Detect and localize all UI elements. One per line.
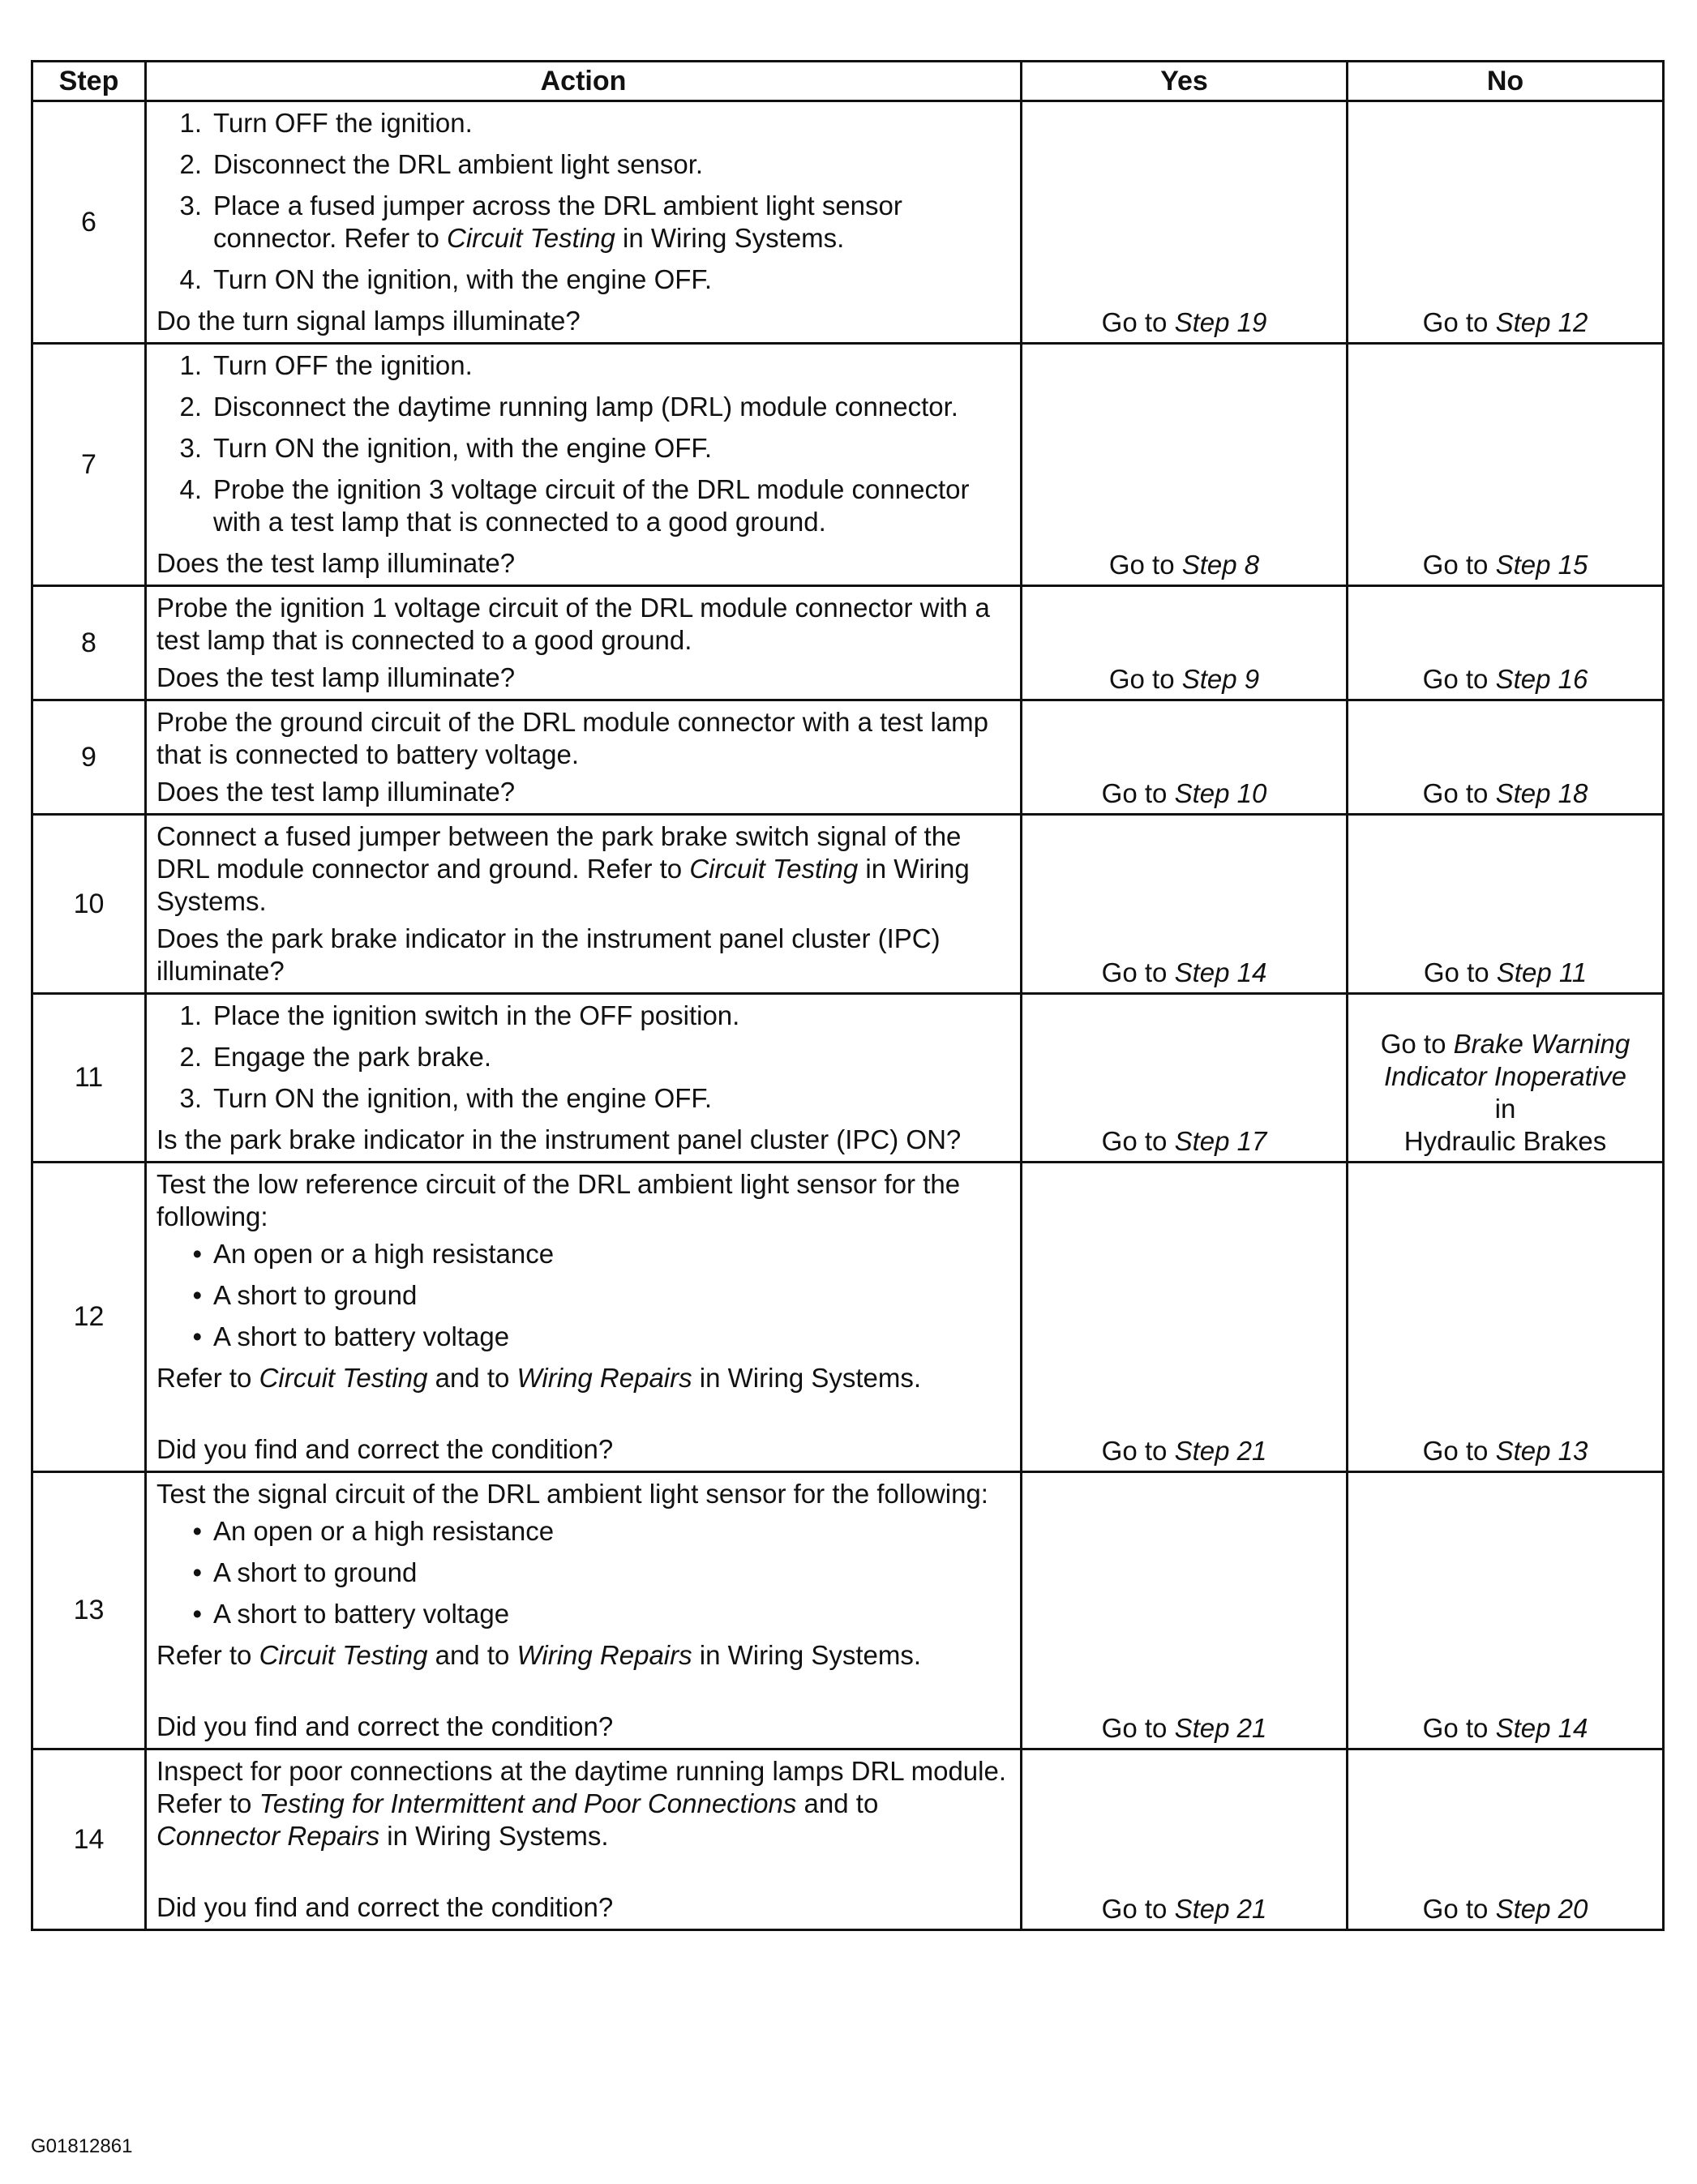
question-text: Is the park brake indicator in the instrument panel cluster (IPC) ON?	[156, 1124, 962, 1154]
list-item	[156, 190, 1009, 255]
italic-reference: Step 17	[1174, 1126, 1267, 1156]
yes-result	[1022, 1163, 1348, 1472]
list-item	[156, 107, 1009, 139]
action-paragraph	[156, 1639, 1009, 1672]
bullet-icon: •	[192, 1280, 202, 1310]
list-number: 3.	[179, 1083, 202, 1113]
step-number: 14	[32, 1749, 146, 1930]
bullet-item	[156, 1598, 1009, 1630]
question-text: Does the park brake indicator in the instrument panel cluster (IPC) illuminate?	[156, 923, 941, 986]
text-run: Turn ON the ignition, with the engine OFF.	[213, 264, 713, 294]
action-paragraph	[156, 1362, 1009, 1394]
bullet-item	[156, 1321, 1009, 1353]
yes-result	[1022, 815, 1348, 994]
list-item-text	[213, 148, 1009, 181]
text-run: Turn ON the ignition, with the engine OFF.	[213, 1083, 713, 1113]
list-item	[156, 391, 1009, 423]
italic-reference: Step 19	[1174, 307, 1267, 337]
text-run: in Wiring Systems.	[156, 854, 970, 916]
column-header-yes: Yes	[1022, 62, 1348, 101]
bullet-icon: •	[192, 1557, 202, 1587]
text-run: Go to	[1101, 778, 1175, 808]
bullet-icon: •	[192, 1321, 202, 1351]
list-item-text	[213, 107, 1009, 139]
italic-reference: Circuit Testing	[447, 223, 615, 253]
action-cell	[146, 101, 1022, 344]
text-run: in Wiring Systems.	[692, 1640, 922, 1670]
text-run: Go to	[1422, 1436, 1496, 1466]
italic-reference: Step 15	[1495, 550, 1588, 580]
text-run: Go to	[1101, 1126, 1175, 1156]
text-run: Go to	[1108, 664, 1182, 694]
bullet-icon: •	[192, 1516, 202, 1546]
list-number: 1.	[179, 108, 202, 138]
step-number: 11	[32, 994, 146, 1163]
bullet-text	[213, 1238, 1009, 1270]
no-result	[1348, 1163, 1664, 1472]
table-body	[32, 101, 1664, 1930]
no-result	[1348, 700, 1664, 815]
text-run: and to	[427, 1640, 517, 1670]
text-run: in Wiring Systems.	[615, 223, 845, 253]
list-number: 1.	[179, 350, 202, 380]
table-row	[32, 1749, 1664, 1930]
column-header-step: Step	[32, 62, 146, 101]
no-result-line	[1355, 1093, 1656, 1125]
text-run: Go to	[1101, 1436, 1175, 1466]
list-item-text	[213, 391, 1009, 423]
bullet-item	[156, 1279, 1009, 1312]
yes-result	[1022, 101, 1348, 344]
action-cell	[146, 815, 1022, 994]
text-run: and to	[427, 1363, 517, 1393]
italic-reference: Circuit Testing	[259, 1363, 428, 1393]
text-run: Test the signal circuit of the DRL ambient light sensor for the following:	[156, 1479, 988, 1509]
bullet-item	[156, 1557, 1009, 1589]
bullet-text	[213, 1557, 1009, 1589]
list-item-text	[213, 1082, 1009, 1115]
step-number: 9	[32, 700, 146, 815]
action-cell	[146, 586, 1022, 700]
text-run: An open or a high resistance	[213, 1516, 555, 1546]
list-item	[156, 1082, 1009, 1115]
list-item-text	[213, 263, 1009, 296]
no-result-line	[1355, 1028, 1656, 1060]
no-result-line	[1355, 1060, 1656, 1093]
italic-reference: Indicator Inoperative	[1383, 1061, 1626, 1091]
no-result	[1348, 344, 1664, 586]
bullet-item	[156, 1238, 1009, 1270]
table-header-row	[32, 62, 1664, 101]
table-row	[32, 1472, 1664, 1749]
text-run: Go to	[1422, 307, 1496, 337]
list-number: 1.	[179, 1000, 202, 1030]
text-run: Inspect for poor connections at the daytime running lamps DRL module. Refer to	[156, 1756, 1007, 1818]
list-item-text	[213, 432, 1009, 465]
italic-reference: Circuit Testing	[259, 1640, 428, 1670]
question-text: Does the test lamp illuminate?	[156, 662, 516, 692]
text-run: Probe the ignition 3 voltage circuit of the DRL module connector with a test lamp that is connected to a good ground.	[213, 474, 970, 537]
step-number: 13	[32, 1472, 146, 1749]
step-number: 10	[32, 815, 146, 994]
italic-reference: Testing for Intermittent and Poor Connections	[259, 1788, 797, 1818]
italic-reference: Step 14	[1174, 957, 1267, 987]
spacer	[156, 1677, 1009, 1709]
question-text: Did you find and correct the condition?	[156, 1711, 614, 1741]
list-item-text	[213, 1041, 1009, 1073]
italic-reference: Step 20	[1495, 1894, 1588, 1924]
text-run: Go to	[1380, 1029, 1454, 1059]
action-cell	[146, 1749, 1022, 1930]
spacer	[156, 1399, 1009, 1432]
action-paragraph	[156, 820, 1009, 918]
numbered-list	[156, 349, 1009, 538]
bullet-text	[213, 1321, 1009, 1353]
italic-reference: Step 16	[1495, 664, 1588, 694]
list-item-text	[213, 1000, 1009, 1032]
text-run: Go to	[1101, 307, 1175, 337]
text-run: Turn OFF the ignition.	[213, 350, 473, 380]
column-header-no: No	[1348, 62, 1664, 101]
italic-reference: Step 10	[1174, 778, 1267, 808]
italic-reference: Step 21	[1174, 1436, 1267, 1466]
no-result-line	[1355, 1125, 1656, 1158]
action-paragraph	[156, 592, 1009, 657]
no-result	[1348, 1472, 1664, 1749]
text-run: in Wiring Systems.	[692, 1363, 922, 1393]
step-number: 6	[32, 101, 146, 344]
table-row	[32, 101, 1664, 344]
italic-reference: Step 9	[1181, 664, 1260, 694]
text-run: Turn OFF the ignition.	[213, 108, 473, 138]
text-run: Test the low reference circuit of the DRL ambient light sensor for the following:	[156, 1169, 961, 1231]
text-run: Go to	[1422, 664, 1496, 694]
bullet-icon: •	[192, 1239, 202, 1269]
table-row	[32, 344, 1664, 586]
list-number: 4.	[179, 264, 202, 294]
text-run: Disconnect the DRL ambient light sensor.	[213, 149, 704, 179]
list-item	[156, 1000, 1009, 1032]
text-run: Probe the ignition 1 voltage circuit of the DRL module connector with a test lamp that is connected to a good ground.	[156, 593, 990, 655]
numbered-list	[156, 107, 1009, 296]
action-paragraph	[156, 1478, 1009, 1510]
question-text: Does the test lamp illuminate?	[156, 777, 516, 807]
text-run: Place a fused jumper across the DRL ambient light sensor connector. Refer to	[213, 191, 902, 253]
action-paragraph	[156, 1755, 1009, 1852]
spacer	[156, 1857, 1009, 1890]
step-number: 12	[32, 1163, 146, 1472]
question-text: Does the test lamp illuminate?	[156, 548, 516, 578]
action-cell	[146, 344, 1022, 586]
table-row	[32, 700, 1664, 815]
no-result	[1348, 994, 1664, 1163]
action-cell	[146, 1472, 1022, 1749]
italic-reference: Step 12	[1495, 307, 1588, 337]
list-item	[156, 432, 1009, 465]
list-item	[156, 473, 1009, 538]
text-run: Go to	[1101, 1894, 1175, 1924]
table-row	[32, 815, 1664, 994]
text-run: Hydraulic Brakes	[1403, 1126, 1607, 1156]
list-item	[156, 349, 1009, 382]
table-row	[32, 1163, 1664, 1472]
italic-reference: Step 21	[1174, 1894, 1267, 1924]
text-run: Connect a fused jumper between the park brake switch signal of the DRL module connector and ground. Refer to	[156, 821, 962, 884]
text-run: Engage the park brake.	[213, 1042, 492, 1072]
figure-id: G01812861	[31, 2135, 133, 2157]
text-run: A short to battery voltage	[213, 1599, 510, 1629]
table-row	[32, 994, 1664, 1163]
no-result	[1348, 815, 1664, 994]
question-text: Did you find and correct the condition?	[156, 1434, 614, 1464]
numbered-list	[156, 1000, 1009, 1115]
list-item-text	[213, 473, 1009, 538]
text-run: Go to	[1108, 550, 1182, 580]
list-item	[156, 263, 1009, 296]
bullet-text	[213, 1279, 1009, 1312]
yes-result	[1022, 994, 1348, 1163]
bullet-icon: •	[192, 1599, 202, 1629]
text-run: An open or a high resistance	[213, 1239, 555, 1269]
step-number: 7	[32, 344, 146, 586]
italic-reference: Brake Warning	[1453, 1029, 1631, 1059]
text-run: Go to	[1101, 957, 1175, 987]
yes-result	[1022, 1472, 1348, 1749]
action-paragraph	[156, 706, 1009, 771]
diagnostic-table	[31, 60, 1665, 1931]
italic-reference: Wiring Repairs	[516, 1640, 692, 1670]
list-item	[156, 148, 1009, 181]
text-run: Probe the ground circuit of the DRL module connector with a test lamp that is connected to battery voltage.	[156, 707, 988, 769]
bullet-text	[213, 1598, 1009, 1630]
text-run: A short to ground	[213, 1280, 418, 1310]
italic-reference: Step 21	[1174, 1713, 1267, 1743]
yes-result	[1022, 344, 1348, 586]
text-run: Refer to	[156, 1640, 259, 1670]
list-number: 2.	[179, 1042, 202, 1072]
text-run: Go to	[1422, 778, 1496, 808]
bullet-item	[156, 1515, 1009, 1548]
list-number: 4.	[179, 474, 202, 504]
text-run: A short to battery voltage	[213, 1321, 510, 1351]
question-text: Do the turn signal lamps illuminate?	[156, 306, 581, 336]
bullet-text	[213, 1515, 1009, 1548]
italic-reference: Step 18	[1495, 778, 1588, 808]
italic-reference: Step 11	[1496, 957, 1588, 987]
text-run: A short to ground	[213, 1557, 418, 1587]
yes-result	[1022, 586, 1348, 700]
text-run: Turn ON the ignition, with the engine OFF.	[213, 433, 713, 463]
list-number: 2.	[179, 149, 202, 179]
text-run: Go to	[1101, 1713, 1175, 1743]
text-run: in	[1494, 1094, 1516, 1124]
list-item-text	[213, 349, 1009, 382]
text-run: Refer to	[156, 1363, 259, 1393]
no-result	[1348, 586, 1664, 700]
no-result	[1348, 1749, 1664, 1930]
list-item-text	[213, 190, 1009, 255]
action-cell	[146, 1163, 1022, 1472]
step-number: 8	[32, 586, 146, 700]
text-run: Go to	[1422, 1713, 1496, 1743]
text-run: Go to	[1423, 957, 1497, 987]
action-cell	[146, 700, 1022, 815]
text-run: Go to	[1422, 1894, 1496, 1924]
column-header-action: Action	[146, 62, 1022, 101]
text-run: Go to	[1422, 550, 1496, 580]
list-number: 2.	[179, 392, 202, 422]
yes-result	[1022, 700, 1348, 815]
question-text: Did you find and correct the condition?	[156, 1892, 614, 1922]
text-run: Place the ignition switch in the OFF position.	[213, 1000, 740, 1030]
action-paragraph	[156, 1168, 1009, 1233]
italic-reference: Connector Repairs	[156, 1821, 380, 1851]
list-number: 3.	[179, 433, 202, 463]
action-cell	[146, 994, 1022, 1163]
text-run: in Wiring Systems.	[379, 1821, 609, 1851]
yes-result	[1022, 1749, 1348, 1930]
text-run: Disconnect the daytime running lamp (DRL) module connector.	[213, 392, 958, 422]
italic-reference: Step 8	[1181, 550, 1260, 580]
italic-reference: Step 13	[1495, 1436, 1588, 1466]
list-item	[156, 1041, 1009, 1073]
italic-reference: Circuit Testing	[689, 854, 859, 884]
no-result	[1348, 101, 1664, 344]
list-number: 3.	[179, 191, 202, 221]
italic-reference: Wiring Repairs	[516, 1363, 692, 1393]
italic-reference: Step 14	[1495, 1713, 1588, 1743]
text-run: and to	[796, 1788, 879, 1818]
table-row	[32, 586, 1664, 700]
